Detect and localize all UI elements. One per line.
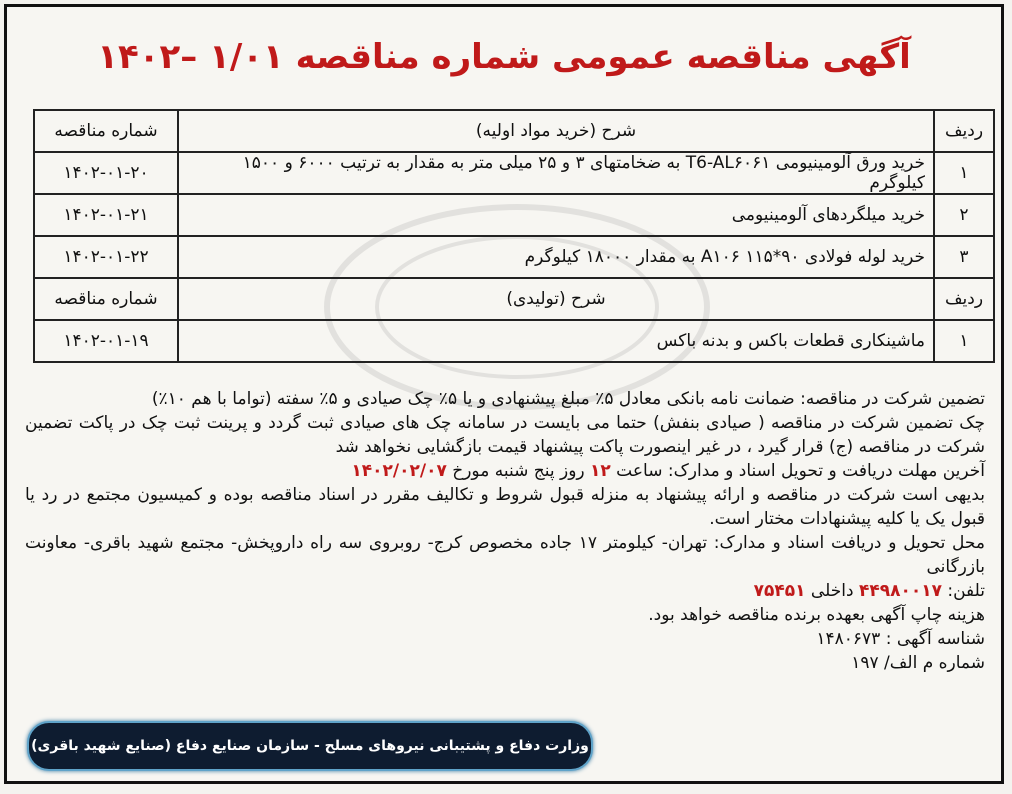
row-tender-number: ۱۴۰۲-۰۱-۱۹ [34,320,178,362]
table-row [34,320,994,362]
cost-paragraph: هزینه چاپ آگهی بعهده برنده مناقصه خواهد بود. [648,605,985,625]
row-index: ۳ [934,236,994,278]
advertisement-frame [4,4,1004,784]
ad-number: شماره م الف/ ۱۹۷ [851,653,985,673]
deadline-paragraph [25,459,985,483]
ministry-banner: وزارت دفاع و پشتیبانی نیروهای مسلح - سازمان صنایع دفاع (صنایع شهید باقری) [27,721,593,771]
cheque-paragraph: چک تضمین شرکت در مناقصه ( صیادی بنفش) حتما می بایست در سامانه چک های صیادی ثبت گردد و پرینت ثبت چک در پاکت تضمین شرکت در مناقصه (ج) قرار گیرد ، در غیر اینصورت پاکت پیشنهاد قیمت بازگشایی نخواهد شد [25,413,985,457]
table-header-row [34,278,994,320]
table-row [34,236,994,278]
deadline-hour: ۱۲ [590,461,611,481]
phone-extension: ۷۵۴۵۱ [753,581,806,601]
row-description: خرید ورق آلومینیومی T6-AL۶۰۶۱ به ضخامتهای ۳ و ۲۵ میلی متر به مقدار به ترتیب ۶۰۰۰ و ۱۵۰۰ کیلوگرم [178,152,934,194]
deadline-mid: روز پنج شنبه مورخ [446,461,591,481]
row-tender-number: ۱۴۰۲-۰۱-۲۲ [34,236,178,278]
tenders-table [33,109,995,363]
row-description: خرید میلگردهای آلومینیومی [178,194,934,236]
table-row [34,152,994,194]
deadline-date: ۱۴۰۲/۰۲/۰۷ [351,461,447,481]
row-tender-number: ۱۴۰۲-۰۱-۲۰ [34,152,178,194]
phone-paragraph [25,579,985,603]
table-header-row [34,110,994,152]
header-description: شرح (تولیدی) [178,278,934,320]
row-index: ۲ [934,194,994,236]
phone-label: تلفن: [941,581,985,601]
deadline-label: آخرین مهلت دریافت و تحویل اسناد و مدارک: ساعت [610,461,985,481]
guarantee-paragraph: تضمین شرکت در مناقصه: ضمانت نامه بانکی معادل ۵٪ مبلغ پیشنهادی و یا ۵٪ چک صیادی و ۵٪ سفته (تواما با هم ۱۰٪) [151,389,985,409]
phone-ext-label: داخلی [805,581,859,601]
header-index: ردیف [934,278,994,320]
header-description: شرح (خرید مواد اولیه) [178,110,934,152]
row-description: ماشینکاری قطعات باکس و بدنه باکس [178,320,934,362]
row-index: ۱ [934,320,994,362]
location-paragraph: محل تحویل و دریافت اسناد و مدارک: تهران- کیلومتر ۱۷ جاده مخصوص کرج- روبروی سه راه داروپخش- مجتمع شهید باقری- معاونت بازرگانی [25,533,985,577]
page-title: آگهی مناقصه عمومی شماره مناقصه ۱/۰۱ –۱۴۰۲ [97,37,911,77]
row-index: ۱ [934,152,994,194]
table-row [34,194,994,236]
obvious-paragraph: بدیهی است شرکت در مناقصه و ارائه پیشنهاد به منزله قبول شروط و تکالیف مقرر در اسناد مناقصه بوده و کمیسیون مجتمع در رد یا قبول یک یا کلیه پیشنهادات مختار است. [25,485,985,529]
ad-id: شناسه آگهی : ۱۴۸۰۶۷۳ [816,629,985,649]
row-tender-number: ۱۴۰۲-۰۱-۲۱ [34,194,178,236]
row-description: خرید لوله فولادی A۱۰۶ ۱۱۵*۹۰ به مقدار ۱۸۰۰۰ کیلوگرم [178,236,934,278]
header-index: ردیف [934,110,994,152]
header-tender-number: شماره مناقصه [34,110,178,152]
phone-number: ۴۴۹۸۰۰۱۷ [858,581,942,601]
advertisement-body [25,387,985,675]
header-tender-number: شماره مناقصه [34,278,178,320]
